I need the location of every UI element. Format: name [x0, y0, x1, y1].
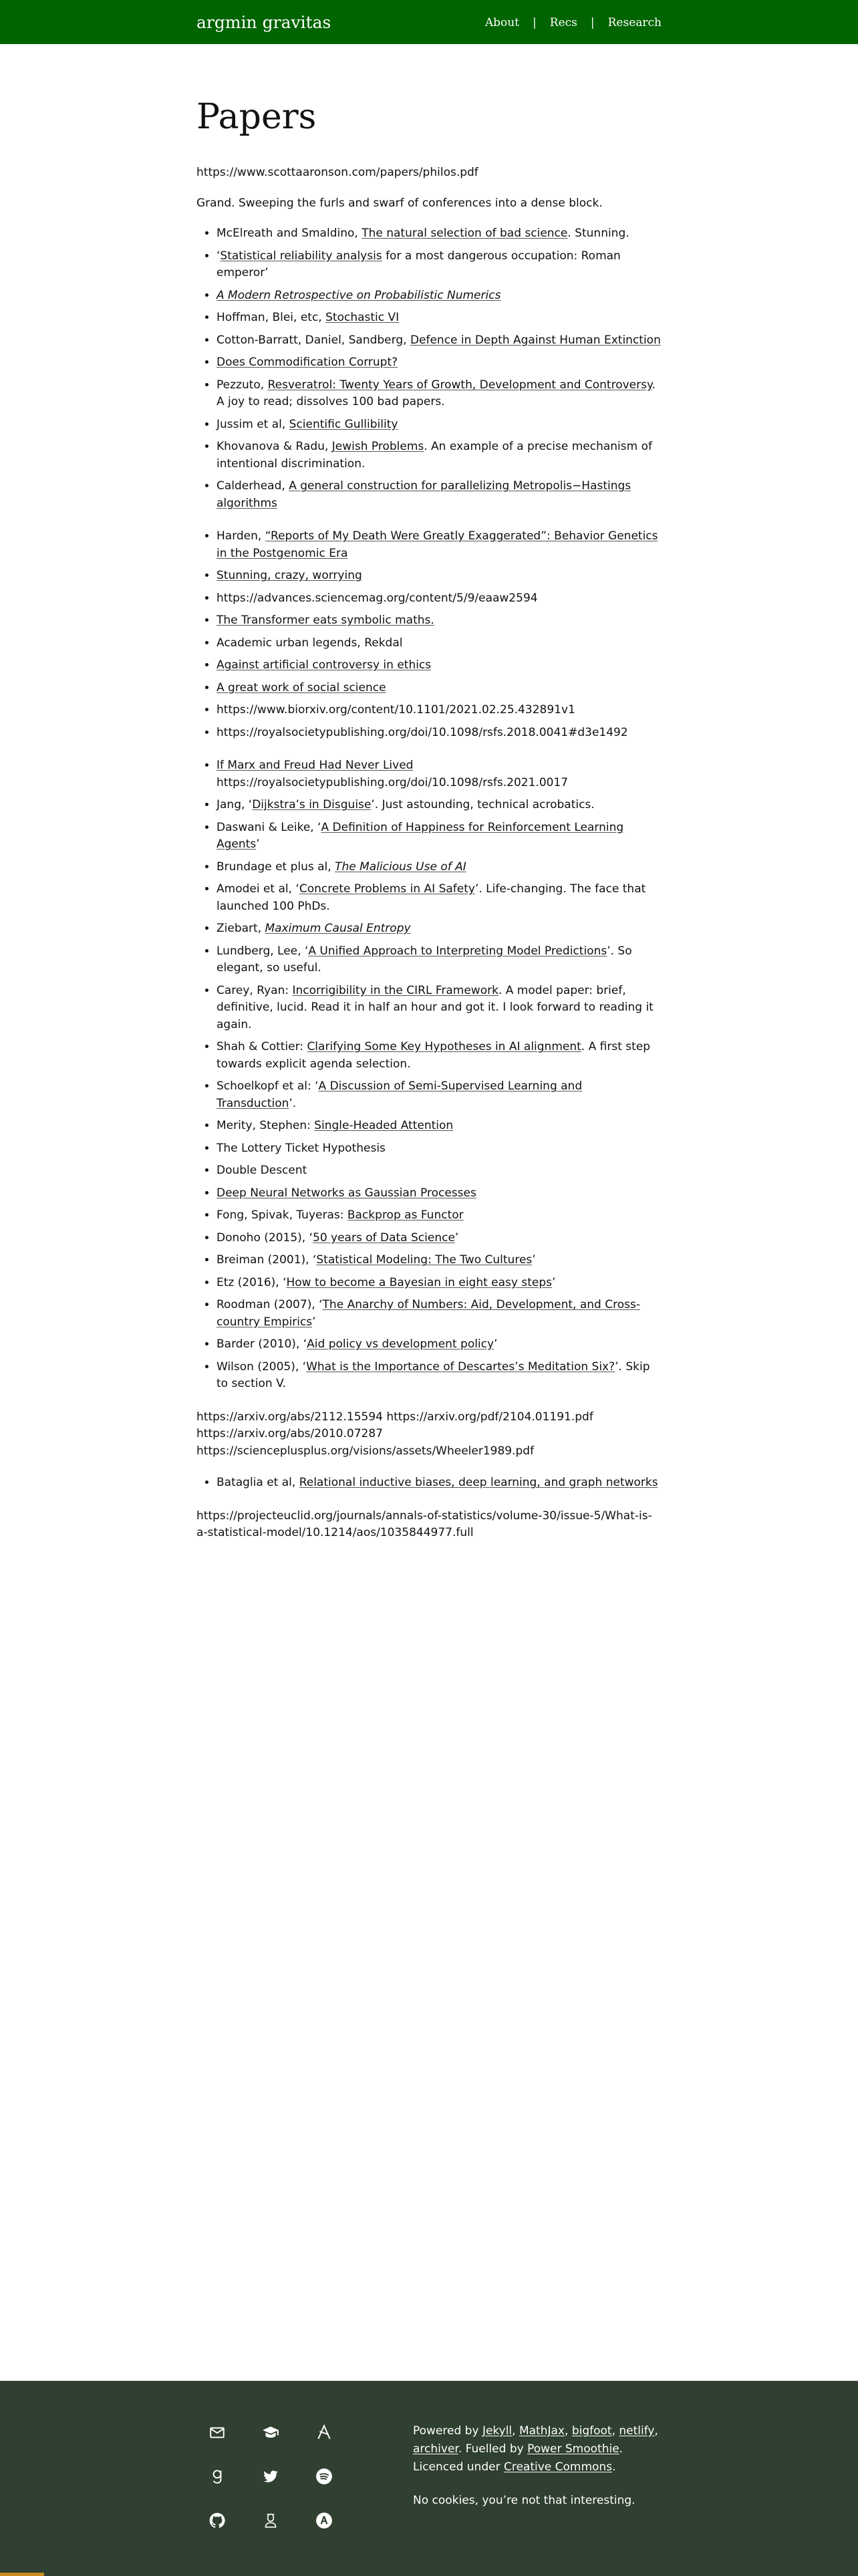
nav-separator: | [533, 16, 537, 29]
item-text: Ziebart, [217, 922, 265, 936]
paper-link[interactable]: Backprop as Functor [347, 1208, 464, 1222]
paper-link[interactable]: Statistical reliability analysis [220, 249, 382, 263]
item-text: ‘ [217, 249, 221, 263]
list-item [217, 702, 662, 719]
nav-separator: | [590, 16, 595, 29]
licence-label: . Licenced under [413, 2442, 623, 2474]
url-line: https://arxiv.org/abs/2010.07287 [196, 1427, 383, 1441]
intro-text: Grand. Sweeping the furls and swarf of conferences into a dense block. [196, 196, 603, 210]
goodreads-g-icon[interactable] [207, 2466, 227, 2486]
item-text: ’ [312, 1315, 316, 1329]
list-item [217, 478, 662, 512]
page-title: Papers [196, 97, 317, 137]
paper-link[interactable]: How to become a Bayesian in eight easy steps [286, 1275, 553, 1289]
list-item [217, 819, 662, 854]
list-item [217, 1185, 662, 1202]
paper-link[interactable]: If Marx and Freud Had Never Lived [217, 759, 414, 773]
list-item [217, 1118, 662, 1135]
paper-link[interactable]: Against artificial controversy in ethics [217, 658, 432, 672]
fuelled-by-label: . Fuelled by [458, 2442, 528, 2456]
paper-link[interactable]: Concrete Problems in AI Safety [299, 882, 475, 896]
paper-link[interactable]: Incorrigibility in the CIRL Framework [292, 983, 498, 997]
cookies-note: No cookies, you’re not that interesting. [413, 2493, 635, 2507]
paper-link[interactable]: 50 years of Data Science [313, 1231, 455, 1245]
paper-link[interactable]: Clarifying Some Key Hypotheses in AI alignment [307, 1040, 581, 1054]
item-text: https://www.biorxiv.org/content/10.1101/2021.02.25.432891v1 [217, 703, 575, 717]
item-text: Academic urban legends, Rekdal [217, 636, 403, 650]
paper-link[interactable]: Does Commodification Corrupt? [217, 356, 398, 370]
item-text: Carey, Ryan: [217, 983, 293, 997]
list-item [217, 1207, 662, 1225]
list-item [217, 1474, 662, 1492]
paper-link[interactable]: Stochastic VI [325, 311, 400, 325]
item-text: ’. Just astounding, technical acrobatics. [371, 798, 595, 812]
list-item [217, 416, 662, 434]
item-text: McElreath and Smaldino, [217, 227, 362, 241]
list-item [217, 881, 662, 915]
item-text: ’. Life-changing. The face that launched 100 PhDs. [217, 882, 646, 913]
item-text: Shah & Cottier: [217, 1040, 307, 1054]
item-text: . A first step towards explicit agenda selection. [217, 1040, 651, 1071]
list-item [217, 680, 662, 697]
item-text: . A model paper: brief, definitive, lucid. Read it in half an hour and got it. I look forward to reading it again. [217, 983, 654, 1031]
list-item [217, 1359, 662, 1393]
link-bigfoot[interactable]: bigfoot [571, 2424, 612, 2438]
paper-link[interactable]: Statistical Modeling: The Two Cultures [316, 1253, 533, 1267]
list-item [217, 332, 662, 350]
paper-link[interactable]: A Unified Approach to Interpreting Model Predictions [308, 944, 607, 958]
site-header [0, 0, 858, 44]
link-power-smoothie[interactable]: Power Smoothie [527, 2442, 619, 2456]
paper-link[interactable]: A Definition of Happiness for Reinforcement Learning Agents [217, 820, 624, 852]
list-item [217, 943, 662, 977]
orcid-a-icon[interactable] [314, 2422, 334, 2442]
progress-bar [0, 2573, 44, 2576]
item-text: The Lottery Ticket Hypothesis [217, 1141, 386, 1155]
item-text: Pezzuto, [217, 378, 268, 392]
url-block [196, 1409, 662, 1460]
list-item [217, 1039, 662, 1073]
link-archiver[interactable]: archiver [413, 2442, 458, 2456]
paper-link[interactable]: The Malicious Use of AI [335, 860, 466, 874]
link-mathjax[interactable]: MathJax [519, 2424, 565, 2438]
paper-link[interactable]: The Transformer eats symbolic maths. [217, 614, 434, 628]
list-item [217, 635, 662, 652]
item-text: ’ [256, 838, 260, 852]
final-url: https://projecteuclid.org/journals/annals-of-statistics/volume-30/issue-5/What-is-a-statistical-model/10.1214/aos/1035844977.full [196, 1509, 652, 1540]
paper-link[interactable]: Deep Neural Networks as Gaussian Processes [217, 1186, 476, 1200]
link-creative-commons[interactable]: Creative Commons [503, 2460, 613, 2474]
item-text: Brundage et plus al, [217, 860, 335, 874]
list-item [217, 354, 662, 372]
paper-link[interactable]: A Modern Retrospective on Probabilistic Numerics [217, 288, 501, 302]
item-text: Fong, Spivak, Tuyeras: [217, 1208, 347, 1222]
item-text: . A joy to read; dissolves 100 bad papers. [217, 378, 656, 409]
paper-link[interactable]: A general construction for parallelizing Metropolis−Hastings algorithms [217, 479, 631, 510]
list-item [217, 725, 662, 742]
graduation-cap-icon[interactable] [261, 2422, 281, 2442]
github-icon[interactable] [207, 2510, 227, 2531]
item-text: ’ [532, 1253, 536, 1267]
list-item [217, 225, 662, 243]
list-item [217, 1336, 662, 1354]
list-item [217, 438, 662, 473]
item-text: Etz (2016), ‘ [217, 1275, 287, 1289]
item-text: Hoffman, Blei, etc, [217, 311, 326, 325]
list-item [217, 309, 662, 327]
paper-link[interactable]: Resveratrol: Twenty Years of Growth, Development and Controversy [267, 378, 652, 392]
item-text: https://royalsocietypublishing.org/doi/10.1098/rsfs.2021.0017 [217, 775, 569, 789]
item-text: Breiman (2001), ‘ [217, 1253, 317, 1267]
main-content [196, 44, 662, 1555]
powered-by: Powered by Jekyll, MathJax, bigfoot, netlify, archiver. Fuelled by Power Smoothie. Licenced under Creative Commons. [413, 2424, 658, 2474]
paper-link[interactable]: Stunning, crazy, worrying [217, 569, 362, 583]
list-item [217, 612, 662, 630]
item-text: https://royalsocietypublishing.org/doi/10.1098/rsfs.2018.0041#d3e1492 [217, 725, 628, 739]
item-text: Bataglia et al, [217, 1476, 299, 1490]
list-item [217, 590, 662, 608]
mail-icon[interactable] [207, 2422, 227, 2442]
list-item [217, 248, 662, 282]
social-icons [207, 2422, 368, 2555]
footer-text [413, 2422, 667, 2525]
paper-link[interactable]: The natural selection of bad science [362, 227, 568, 241]
url-line: https://scienceplusplus.org/visions/assets/Wheeler1989.pdf [196, 1444, 535, 1458]
nav-research[interactable]: Research [607, 16, 662, 29]
paper-link[interactable]: Defence in Depth Against Human Extinction [410, 333, 661, 347]
item-text: Roodman (2007), ‘ [217, 1298, 323, 1312]
paper-link[interactable]: Dijkstra’s in Disguise [252, 798, 372, 812]
twitter-icon[interactable] [261, 2466, 281, 2486]
list-item [217, 920, 662, 938]
item-text: Double Descent [217, 1164, 307, 1178]
list-item [217, 1275, 662, 1292]
paper-link[interactable]: “Reports of My Death Were Greatly Exaggerated”: Behavior Genetics in the Postgenomic Era [217, 529, 658, 560]
nav-about[interactable]: About [484, 16, 520, 29]
archive-r-icon[interactable] [314, 2510, 334, 2531]
powered-by-label: Powered by [413, 2424, 482, 2438]
intro-url: https://www.scottaaronson.com/papers/philos.pdf [196, 166, 478, 180]
item-text: Khovanova & Radu, [217, 440, 332, 454]
list-item [217, 287, 662, 305]
item-text: ’ [454, 1231, 459, 1245]
link-jekyll[interactable]: Jekyll [482, 2424, 513, 2438]
item-text: Wilson (2005), ‘ [217, 1360, 307, 1374]
item-text: Donoho (2015), ‘ [217, 1231, 313, 1245]
item-text: Daswani & Leike, ‘ [217, 820, 321, 834]
paper-link[interactable]: Maximum Causal Entropy [265, 922, 411, 936]
list-item [217, 1252, 662, 1269]
list-item [217, 567, 662, 585]
item-text: Calderhead, [217, 479, 289, 493]
licence-end: . [612, 2460, 616, 2474]
item-text: Amodei et al, ‘ [217, 882, 299, 896]
bust-icon[interactable] [261, 2510, 281, 2531]
item-text: Harden, [217, 529, 265, 543]
list-item [217, 797, 662, 814]
item-text: . Stunning. [567, 227, 629, 241]
site-title[interactable]: argmin gravitas [196, 13, 331, 32]
paper-link[interactable]: Single-Headed Attention [314, 1119, 454, 1133]
list-item [217, 859, 662, 876]
paper-link[interactable]: What is the Importance of Descartes’s Meditation Six? [306, 1360, 615, 1374]
list-item [217, 1230, 662, 1247]
paper-link[interactable]: Scientific Gullibility [289, 417, 398, 431]
item-text: ’. So elegant, so useful. [217, 944, 632, 975]
paper-link[interactable]: Aid policy vs development policy [307, 1337, 494, 1351]
link-netlify[interactable]: netlify [619, 2424, 655, 2438]
item-text: ’ [552, 1275, 556, 1289]
list-item [217, 983, 662, 1034]
list-item [217, 1140, 662, 1158]
paper-link[interactable]: Relational inductive biases, deep learning, and graph networks [299, 1476, 658, 1490]
list-item [217, 657, 662, 674]
item-text: https://advances.sciencemag.org/content/5/9/eaaw2594 [217, 591, 538, 605]
site-footer [0, 2381, 858, 2576]
list-item [217, 1078, 662, 1112]
list-item [217, 757, 662, 791]
paper-list [196, 528, 662, 741]
item-text: Jang, ‘ [217, 798, 253, 812]
item-text: ’. [289, 1096, 297, 1110]
paper-link[interactable]: The Anarchy of Numbers: Aid, Development, and Cross-country Empirics [217, 1298, 640, 1329]
list-item [217, 1297, 662, 1331]
list-item [217, 377, 662, 411]
item-text: Merity, Stephen: [217, 1119, 315, 1133]
list-item [217, 528, 662, 562]
paper-link[interactable]: A great work of social science [217, 680, 386, 694]
item-text: for a most dangerous occupation: Roman emperor’ [217, 249, 621, 280]
nav-recs[interactable]: Recs [549, 16, 577, 29]
item-text: Jussim et al, [217, 417, 289, 431]
paper-link[interactable]: A Discussion of Semi-Supervised Learning and Transduction [217, 1079, 583, 1110]
item-text: Schoelkopf et al: ‘ [217, 1079, 319, 1093]
item-text: Barder (2010), ‘ [217, 1337, 307, 1351]
paper-list [196, 225, 662, 512]
item-text: ’. Skip to section V. [217, 1360, 650, 1391]
main-nav [485, 15, 662, 32]
list-item [217, 1162, 662, 1180]
item-text: Lundberg, Lee, ‘ [217, 944, 309, 958]
spotify-icon[interactable] [314, 2466, 334, 2486]
paper-list [196, 757, 662, 1393]
paper-link[interactable]: Jewish Problems [331, 440, 424, 454]
paper-list [196, 1474, 662, 1492]
item-text: ’ [494, 1337, 498, 1351]
item-text: Cotton-Barratt, Daniel, Sandberg, [217, 333, 410, 347]
url-line: https://arxiv.org/abs/2112.15594 https://arxiv.org/pdf/2104.01191.pdf [196, 1410, 593, 1424]
item-text: . An example of a precise mechanism of intentional discrimination. [217, 440, 652, 471]
